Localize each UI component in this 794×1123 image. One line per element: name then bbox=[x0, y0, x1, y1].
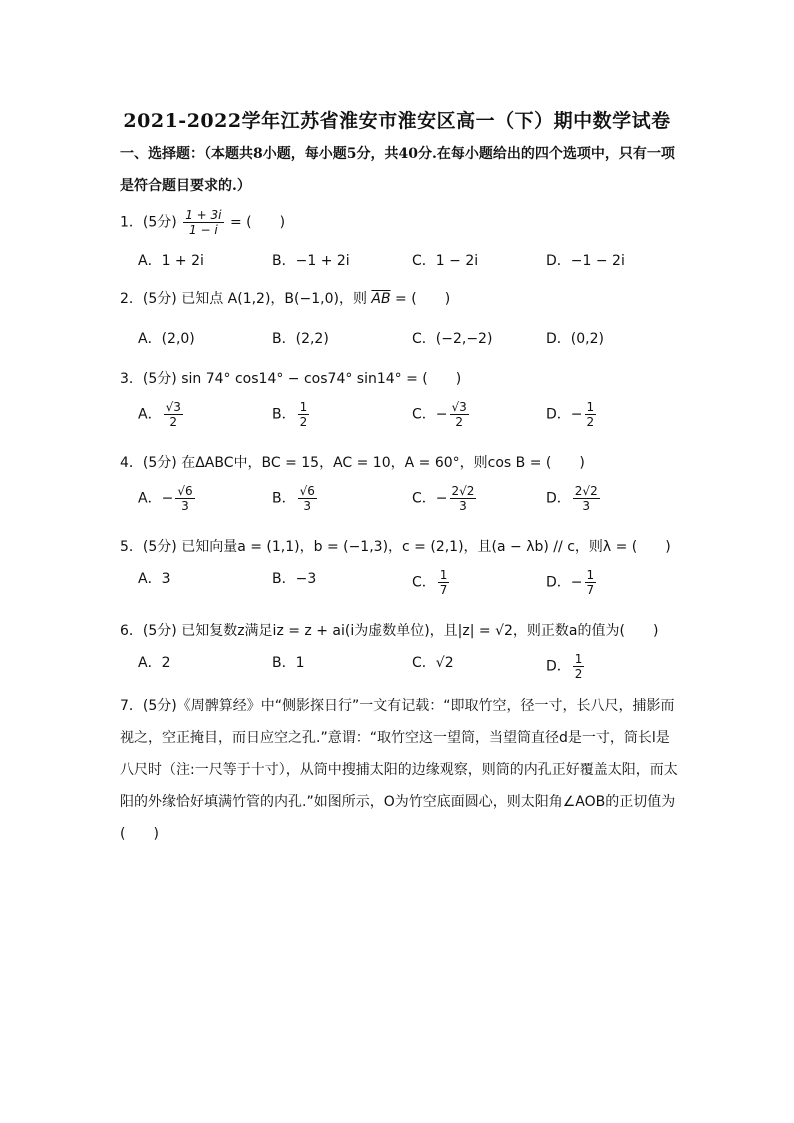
question-4-prefix: 4．(5分) bbox=[120, 455, 177, 471]
option-denominator: 7 bbox=[439, 583, 448, 597]
option-fraction bbox=[450, 400, 469, 429]
option-sign: − bbox=[435, 406, 448, 423]
section-heading: 一、选择题：（本题共8小题，每小题5分，共40分.在每小题给出的四个选项中，只有一项是符合题目要求的.） bbox=[120, 146, 675, 194]
question-6 bbox=[120, 620, 658, 640]
option-value: 2 bbox=[161, 655, 171, 671]
question-6-stem: 已知复数z满足iz = z + ai(i为虚数单位)，且|z| = √2，则正数a的值为( ) bbox=[181, 623, 659, 639]
option-denominator: 2 bbox=[586, 415, 595, 429]
question-1 bbox=[120, 208, 285, 237]
option-fraction bbox=[298, 484, 317, 513]
option-label: A． bbox=[138, 655, 162, 671]
option-fraction bbox=[298, 400, 310, 429]
option-value: √2 bbox=[435, 655, 454, 671]
option-numerator: 1 bbox=[586, 568, 595, 582]
question-7-text: 《周髀算经》中“侧影探日行”一文有记载：“即取竹空，径一寸，长八尺，捕影而视之，空正掩目，而日应空之孔.”意谓：“取竹空这一望筒，当望筒直径d是一寸，筒长l是八尺时（注:一尺等于十寸），从筒中搜捕太阳的边缘观察，则筒的内孔正好覆盖太阳，而太阳的外缘恰好填满竹管的内孔.”如图所示，O为竹空底面圆心，则太阳角∠AOB的正切值为( ) bbox=[120, 698, 678, 842]
question-1-denominator: 1 − i bbox=[189, 223, 218, 237]
option-numerator: 1 bbox=[299, 400, 308, 414]
question-3 bbox=[120, 368, 461, 388]
option-numerator: √3 bbox=[451, 400, 467, 414]
question-1-fraction bbox=[183, 208, 223, 237]
question-4 bbox=[120, 452, 585, 472]
question-2 bbox=[120, 288, 450, 308]
question-1-numerator: 1 + 3i bbox=[185, 208, 222, 222]
option-label: A． bbox=[138, 406, 162, 423]
option-value: 1 bbox=[295, 655, 305, 671]
question-5-option-a bbox=[138, 568, 171, 588]
question-2-vector: $\overline{AB}$ bbox=[371, 291, 391, 307]
question-3-option-a bbox=[138, 400, 185, 429]
option-label: D． bbox=[546, 574, 571, 591]
option-label: D． bbox=[546, 490, 571, 507]
option-fraction bbox=[573, 652, 585, 681]
question-5-option-c bbox=[412, 568, 451, 597]
option-fraction bbox=[175, 484, 194, 513]
question-6-prefix: 6．(5分) bbox=[120, 623, 177, 639]
question-3-prefix: 3．(5分) bbox=[120, 371, 177, 387]
question-1-option-b: B．−1 + 2i bbox=[272, 253, 350, 269]
option-fraction bbox=[585, 400, 597, 429]
option-numerator: 1 bbox=[586, 400, 595, 414]
question-2-option-a: A．(2,0) bbox=[138, 331, 195, 347]
question-7-prefix: 7．(5分) bbox=[120, 698, 177, 714]
option-fraction bbox=[164, 400, 183, 429]
option-numerator: √6 bbox=[299, 484, 315, 498]
page-title: 2021-2022学年江苏省淮安市淮安区高一（下）期中数学试卷 bbox=[123, 110, 671, 132]
option-denominator: 2 bbox=[455, 415, 463, 429]
question-5-prefix: 5．(5分) bbox=[120, 539, 177, 555]
question-1-prefix: 1．(5分) bbox=[120, 214, 177, 231]
question-4-option-c bbox=[412, 484, 478, 513]
question-2-option-c: C．(−2,−2) bbox=[412, 331, 493, 347]
option-label: C． bbox=[412, 406, 436, 423]
question-2-option-b: B．(2,2) bbox=[272, 331, 329, 347]
option-denominator: 3 bbox=[303, 499, 312, 513]
question-1-option-d: D．−1 − 2i bbox=[546, 253, 625, 269]
question-3-option-d bbox=[546, 400, 598, 429]
option-label: A． bbox=[138, 490, 162, 507]
option-numerator: √3 bbox=[165, 400, 181, 414]
question-3-option-b bbox=[272, 400, 311, 429]
question-2-stem: 已知点 A(1,2)，B(−1,0)，则 bbox=[181, 291, 372, 307]
option-value: −3 bbox=[295, 571, 317, 587]
option-numerator: 2√2 bbox=[574, 484, 598, 498]
option-denominator: 7 bbox=[586, 583, 595, 597]
question-6-option-a bbox=[138, 652, 171, 672]
option-label: C． bbox=[412, 655, 436, 671]
question-5 bbox=[120, 536, 671, 556]
option-fraction bbox=[585, 568, 597, 597]
question-1-option-c: C．1 − 2i bbox=[412, 253, 479, 269]
option-sign: − bbox=[161, 490, 174, 507]
question-6-option-b bbox=[272, 652, 305, 672]
question-3-stem: sin 74° cos14° − cos74° sin14° = ( ) bbox=[181, 371, 462, 387]
option-fraction bbox=[438, 568, 450, 597]
question-4-option-b bbox=[272, 484, 319, 513]
question-1-option-a: A．1 + 2i bbox=[138, 253, 204, 269]
question-6-option-c bbox=[412, 652, 454, 672]
option-denominator: 2 bbox=[169, 415, 178, 429]
option-denominator: 2 bbox=[299, 415, 308, 429]
option-label: B． bbox=[272, 655, 296, 671]
question-5-option-b bbox=[272, 568, 316, 588]
question-1-tail: = ( ) bbox=[229, 214, 286, 231]
option-label: D． bbox=[546, 406, 571, 423]
option-fraction bbox=[450, 484, 477, 513]
option-label: C． bbox=[412, 574, 436, 591]
option-denominator: 2 bbox=[574, 667, 583, 681]
option-value: 3 bbox=[161, 571, 171, 587]
option-denominator: 3 bbox=[459, 499, 467, 513]
option-label: C． bbox=[412, 490, 436, 507]
option-fraction bbox=[573, 484, 600, 513]
question-5-option-d bbox=[546, 568, 598, 597]
question-3-option-c bbox=[412, 400, 471, 429]
option-label: B． bbox=[272, 571, 296, 587]
question-6-option-d bbox=[546, 652, 586, 681]
option-numerator: √6 bbox=[177, 484, 193, 498]
question-2-tail: = ( ) bbox=[395, 291, 451, 307]
option-label: B． bbox=[272, 490, 296, 507]
option-numerator: 1 bbox=[439, 568, 448, 582]
question-4-option-d bbox=[546, 484, 602, 513]
option-numerator: 1 bbox=[574, 652, 583, 666]
question-2-prefix: 2．(5分) bbox=[120, 291, 177, 307]
option-sign: − bbox=[570, 406, 583, 423]
option-sign: − bbox=[435, 490, 448, 507]
option-numerator: 2√2 bbox=[451, 484, 475, 498]
option-label: D． bbox=[546, 658, 571, 675]
option-denominator: 3 bbox=[582, 499, 591, 513]
option-label: A． bbox=[138, 571, 162, 587]
option-label: B． bbox=[272, 406, 296, 423]
question-7 bbox=[120, 690, 680, 850]
question-4-option-a bbox=[138, 484, 197, 513]
option-denominator: 3 bbox=[181, 499, 189, 513]
option-sign: − bbox=[570, 574, 583, 591]
question-2-option-d: D．(0,2) bbox=[546, 331, 604, 347]
question-5-stem: 已知向量a = (1,1)，b = (−1,3)，c = (2,1)，且(a − λb) // c，则λ = ( ) bbox=[181, 539, 671, 555]
question-4-stem: 在ΔABC中，BC = 15，AC = 10，A = 60°，则cos B = ( ) bbox=[181, 455, 585, 471]
